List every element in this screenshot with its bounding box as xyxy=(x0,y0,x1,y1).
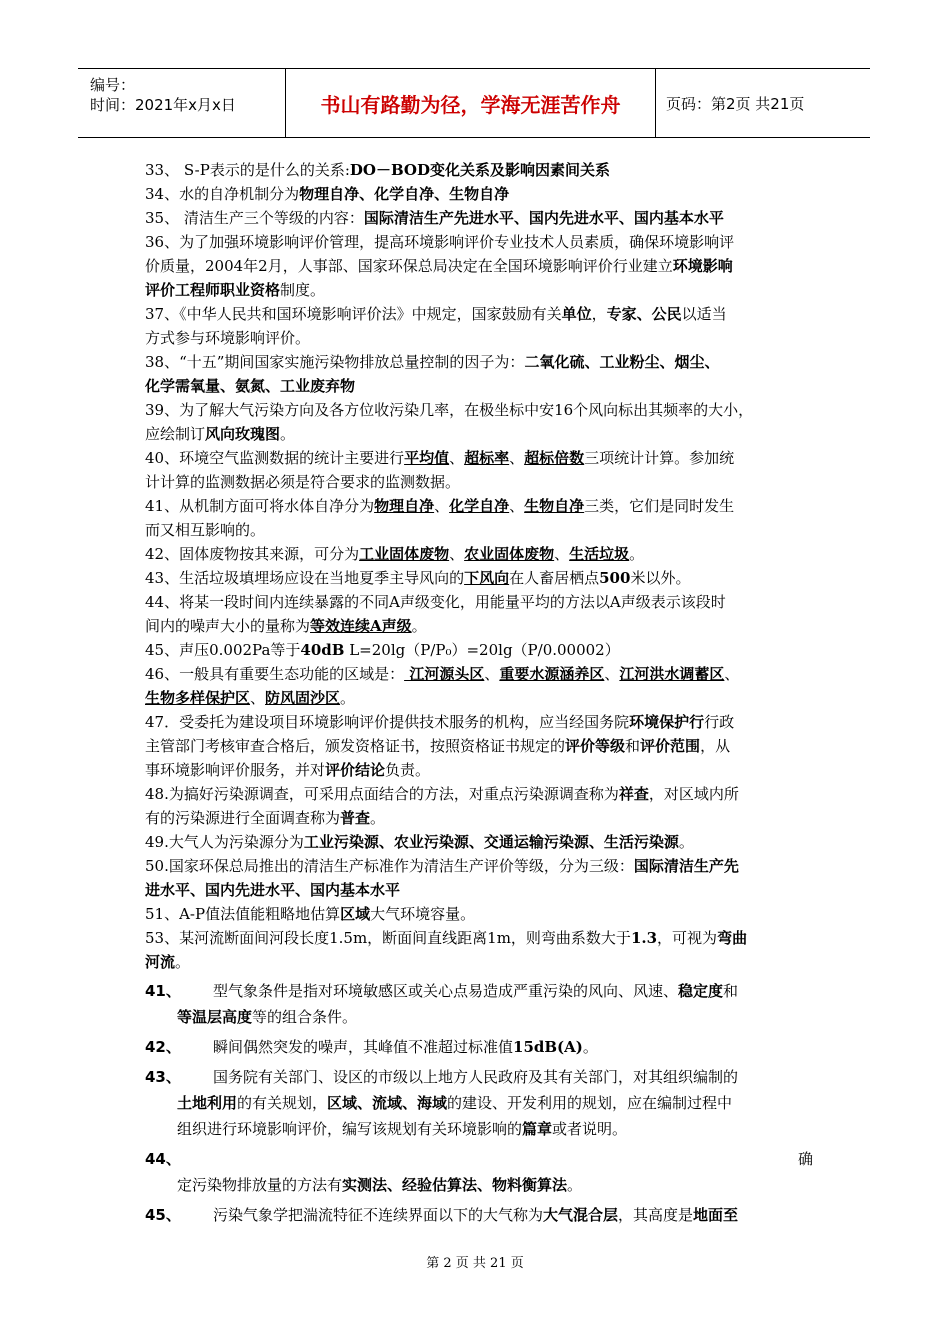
text-line xyxy=(145,902,813,926)
question-text: 37、《中华人民共和国环境影响评价法》中规定，国家鼓励有关 xyxy=(145,305,562,323)
question-text: 国务院有关部门、设区的市级以上地方人民政府及其有关部门，对其组织编制的 xyxy=(213,1068,739,1086)
text-line xyxy=(145,614,813,638)
answer-text: 区域、流域、海域 xyxy=(327,1094,448,1112)
answer-text: 环境保护行 xyxy=(629,713,705,731)
question-text: 事环境影响评价服务，并对 xyxy=(145,761,326,779)
question-text: 43、生活垃圾填埋场应设在当地夏季主导风向的 xyxy=(145,569,465,587)
question-text: 主管部门考核审查合格后，颁发资格证书，按照资格证书规定的 xyxy=(145,737,566,755)
question-text: ，可视为 xyxy=(657,929,718,947)
text-line xyxy=(145,494,813,518)
answer-text: 生活垃圾 xyxy=(569,545,630,563)
question-text: 39、为了解大气污染方向及各方位收污染几率，在极坐标中安16个风向标出其频率的大小， xyxy=(145,401,754,419)
question-text: 制度。 xyxy=(280,281,326,299)
text-line xyxy=(145,978,813,1004)
question-text: 。 xyxy=(629,545,645,563)
question-text: 的建设、开发利用的规划，应在编制过程中 xyxy=(447,1094,733,1112)
question-text: 。 xyxy=(411,617,427,635)
question-text: 41、从机制方面可将水体自净分为 xyxy=(145,497,375,515)
text-line xyxy=(145,854,813,878)
answer-text: 江河洪水调蓄区 xyxy=(619,665,725,683)
text-line xyxy=(145,566,813,590)
text-line xyxy=(145,446,813,470)
item-number: 42、 xyxy=(145,1038,181,1056)
text-line xyxy=(145,326,813,350)
question-text: 50.国家环保总局推出的清洁生产标准作为清洁生产评价等级，分为三级： xyxy=(145,857,634,875)
answer-text: 祥查 xyxy=(618,785,649,803)
document-date: 时间：2021年x月x日 xyxy=(90,96,236,114)
text-line xyxy=(145,878,813,902)
text-line xyxy=(145,662,813,686)
question-text: 瞬间偶然突发的噪声，其峰值不准超过标准值 xyxy=(213,1038,514,1056)
question-text: 有的污染源进行全面调查称为 xyxy=(145,809,341,827)
question-text: 方式参与环境影响评价。 xyxy=(145,329,311,347)
answer-text: 评价等级 xyxy=(565,737,626,755)
answer-text: 超标率 xyxy=(464,449,510,467)
answer-text: 下风向 xyxy=(464,569,510,587)
answer-text: 弯曲 xyxy=(717,929,748,947)
answer-text: 河流 xyxy=(145,953,176,971)
numbered-item xyxy=(145,1202,813,1228)
question-text: 49.大气人为污染源分为 xyxy=(145,833,304,851)
text-line xyxy=(145,638,813,662)
question-text: 等的组合条件。 xyxy=(252,1008,358,1026)
question-text: 价质量，2004年2月，人事部、国家环保总局决定在全国环境影响评价行业建立 xyxy=(145,257,673,275)
item-number: 41、 xyxy=(145,982,181,1000)
question-text: 型气象条件是指对环境敏感区或关心点易造成严重污染的风向、风速、 xyxy=(213,982,679,1000)
item-number: 43、 xyxy=(145,1068,181,1086)
answer-text: 1.3 xyxy=(630,929,658,947)
question-text: 。 xyxy=(340,689,356,707)
text-line xyxy=(145,710,813,734)
question-text: 。 xyxy=(370,809,386,827)
question-text: 组织进行环境影响评价，编写该规划有关环境影响的 xyxy=(177,1120,523,1138)
text-line xyxy=(145,926,813,950)
question-text: 间内的噪声大小的量称为 xyxy=(145,617,311,635)
question-text: 33、 S-P表示的是什么的关系: xyxy=(145,161,350,179)
answer-text: 国际清洁生产先进水平、国内先进水平、国内基本水平 xyxy=(363,209,724,227)
question-text: 46、一般具有重要生态功能的区域是： xyxy=(145,665,405,683)
question-text: 51、A-P值法值能粗略地估算 xyxy=(145,905,341,923)
text-line xyxy=(145,1090,813,1116)
text-line xyxy=(145,782,813,806)
question-text: ，其高度是 xyxy=(618,1206,694,1224)
question-text: 42、固体废物按其来源，可分为 xyxy=(145,545,360,563)
answer-text: 风向玫瑰图 xyxy=(205,425,281,443)
answer-text: 重要水源涵养区 xyxy=(499,665,605,683)
text-line xyxy=(145,1064,813,1090)
answer-text: DO－BOD变化关系及影响因素间关系 xyxy=(349,161,611,179)
numbered-item xyxy=(145,1064,813,1142)
text-line xyxy=(145,518,813,542)
question-text: 而又相互影响的。 xyxy=(145,521,266,539)
text-line xyxy=(145,806,813,830)
answer-text: 篇章 xyxy=(522,1120,553,1138)
text-line xyxy=(145,230,813,254)
text-line xyxy=(145,830,813,854)
text-line xyxy=(145,422,813,446)
text-line xyxy=(145,1172,813,1198)
item-number: 45、 xyxy=(145,1206,181,1224)
question-text: 40、环境空气监测数据的统计主要进行 xyxy=(145,449,405,467)
question-text: 大气环境容量。 xyxy=(370,905,476,923)
question-text: 、 xyxy=(484,665,500,683)
question-text: 、 xyxy=(449,449,465,467)
question-text: 、 xyxy=(250,689,266,707)
item-number: 44、 xyxy=(145,1150,181,1168)
question-text: 、 xyxy=(434,497,450,515)
answer-text: 江河源头区 xyxy=(404,665,485,683)
question-text: 47．受委托为建设项目环境影响评价提供技术服务的机构，应当经国务院 xyxy=(145,713,630,731)
text-line xyxy=(145,542,813,566)
answer-text: 物理自净 xyxy=(374,497,435,515)
question-text: 应绘制订 xyxy=(145,425,206,443)
question-text: 、 xyxy=(554,545,570,563)
text-line xyxy=(145,206,813,230)
question-text: 、 xyxy=(509,449,525,467)
header-motto: 书山有路勤为径，学海无涯苦作舟 xyxy=(286,69,656,137)
question-text: L=20lg（P/P₀）=20lg（P/0.00002） xyxy=(344,641,620,659)
answer-text: 环境影响 xyxy=(672,257,733,275)
text-line xyxy=(145,758,813,782)
text-line xyxy=(145,1146,813,1172)
text-line xyxy=(145,1116,813,1142)
answer-text: 工业固体废物 xyxy=(359,545,450,563)
text-line xyxy=(145,278,813,302)
question-text: 以适当 xyxy=(681,305,727,323)
answer-text: 评价工程师职业资格 xyxy=(145,281,281,299)
answer-text: 二氧化硫、工业粉尘、烟尘、 xyxy=(524,353,720,371)
text-line xyxy=(145,470,813,494)
question-text: 34、水的自净机制分为 xyxy=(145,185,300,203)
question-text: 。 xyxy=(582,1038,598,1056)
question-text: 35、 清洁生产三个等级的内容： xyxy=(145,209,364,227)
document-number: 编号： xyxy=(90,76,136,94)
question-text: 。 xyxy=(567,1176,583,1194)
numbered-item xyxy=(145,1146,813,1198)
question-text: ， xyxy=(591,305,607,323)
text-line xyxy=(145,1202,813,1228)
text-line xyxy=(145,1034,813,1060)
question-text: 和 xyxy=(723,982,739,1000)
answer-text: 评价结论 xyxy=(325,761,386,779)
answer-text: 15dB(A) xyxy=(513,1038,583,1056)
numbered-item xyxy=(145,1034,813,1060)
answer-text: 评价范围 xyxy=(640,737,701,755)
question-text: 在人畜居栖点 xyxy=(509,569,600,587)
answer-text: 大气混合层 xyxy=(543,1206,619,1224)
text-line xyxy=(145,950,813,974)
answer-text: 防风固沙区 xyxy=(265,689,341,707)
question-text: 36、为了加强环境影响评价管理，提高环境影响评价专业技术人员素质，确保环境影响评 xyxy=(145,233,735,251)
question-text: 米以外。 xyxy=(630,569,691,587)
question-text: 。 xyxy=(175,953,191,971)
question-text: 确 xyxy=(797,1150,813,1168)
question-text: 、 xyxy=(604,665,620,683)
answer-text: 稳定度 xyxy=(678,982,724,1000)
question-text: 三类，它们是同时发生 xyxy=(584,497,735,515)
answer-text: 国际清洁生产先 xyxy=(633,857,739,875)
question-text: 的有关规划， xyxy=(237,1094,328,1112)
text-line xyxy=(145,734,813,758)
answer-text: 农业固体废物 xyxy=(464,545,555,563)
text-line xyxy=(145,398,813,422)
header-page-info: 页码：第2页 共21页 xyxy=(666,94,805,113)
question-text: ，从 xyxy=(700,737,731,755)
answer-text: 40dB xyxy=(300,641,345,659)
answer-text: 地面至 xyxy=(693,1206,739,1224)
question-text: 38、“十五”期间国家实施污染物排放总量控制的因子为： xyxy=(145,353,525,371)
document-body xyxy=(145,158,813,1228)
question-text: 污染气象学把湍流特征不连续界面以下的大气称为 xyxy=(213,1206,544,1224)
question-text: 计计算的监测数据必须是符合要求的监测数据。 xyxy=(145,473,461,491)
answer-text: 等效连续A声级 xyxy=(310,617,412,635)
text-line xyxy=(145,350,813,374)
question-text: 48.为搞好污染源调查，可采用点面结合的方法，对重点污染源调查称为 xyxy=(145,785,619,803)
question-text: 负责。 xyxy=(385,761,431,779)
answer-text: 普查 xyxy=(340,809,371,827)
answer-text: 单位 xyxy=(561,305,592,323)
text-line xyxy=(145,182,813,206)
question-text: 、 xyxy=(509,497,525,515)
text-line xyxy=(145,686,813,710)
text-line xyxy=(145,254,813,278)
text-line xyxy=(145,590,813,614)
page-footer: 第 2 页 共 21 页 xyxy=(426,1256,524,1271)
question-text: 45、声压0.002Pa等于 xyxy=(145,641,301,659)
question-text: 行政 xyxy=(704,713,735,731)
answer-text: 生物多样保护区 xyxy=(145,689,251,707)
question-text: 。 xyxy=(280,425,296,443)
answer-text: 平均值 xyxy=(404,449,450,467)
question-text: 。 xyxy=(678,833,694,851)
text-line xyxy=(145,1004,813,1030)
question-text: ，对区域内所 xyxy=(648,785,739,803)
question-text: 、 xyxy=(724,665,740,683)
question-text: 或者说明。 xyxy=(552,1120,628,1138)
answer-text: 物理自净、化学自净、生物自净 xyxy=(299,185,510,203)
question-text: 定污染物排放量的方法有 xyxy=(177,1176,343,1194)
text-line xyxy=(145,302,813,326)
answer-text: 500 xyxy=(599,569,631,587)
answer-text: 土地利用 xyxy=(177,1094,238,1112)
question-text: 三项统计计算。参加统 xyxy=(584,449,735,467)
answer-text: 超标倍数 xyxy=(524,449,585,467)
answer-text: 实测法、经验估算法、物料衡算法 xyxy=(342,1176,568,1194)
text-line xyxy=(145,158,813,182)
text-line xyxy=(145,374,813,398)
answer-text: 进水平、国内先进水平、国内基本水平 xyxy=(145,881,401,899)
numbered-item xyxy=(145,978,813,1030)
answer-text: 工业污染源、农业污染源、交通运输污染源、生活污染源 xyxy=(303,833,679,851)
question-text: 和 xyxy=(625,737,641,755)
answer-text: 区域 xyxy=(340,905,371,923)
header-info xyxy=(78,69,286,137)
page-header xyxy=(78,68,870,138)
answer-text: 生物自净 xyxy=(524,497,585,515)
question-text: 、 xyxy=(449,545,465,563)
answer-text: 等温层高度 xyxy=(177,1008,253,1026)
answer-text: 专家、公民 xyxy=(606,305,682,323)
answer-text: 化学自净 xyxy=(449,497,510,515)
question-text: 53、某河流断面间河段长度1.5m，断面间直线距离1m，则弯曲系数大于 xyxy=(145,929,631,947)
question-text: 44、将某一段时间内连续暴露的不同A声级变化，用能量平均的方法以A声级表示该段时 xyxy=(145,593,726,611)
answer-text: 化学需氧量、氨氮、工业废弃物 xyxy=(145,377,356,395)
